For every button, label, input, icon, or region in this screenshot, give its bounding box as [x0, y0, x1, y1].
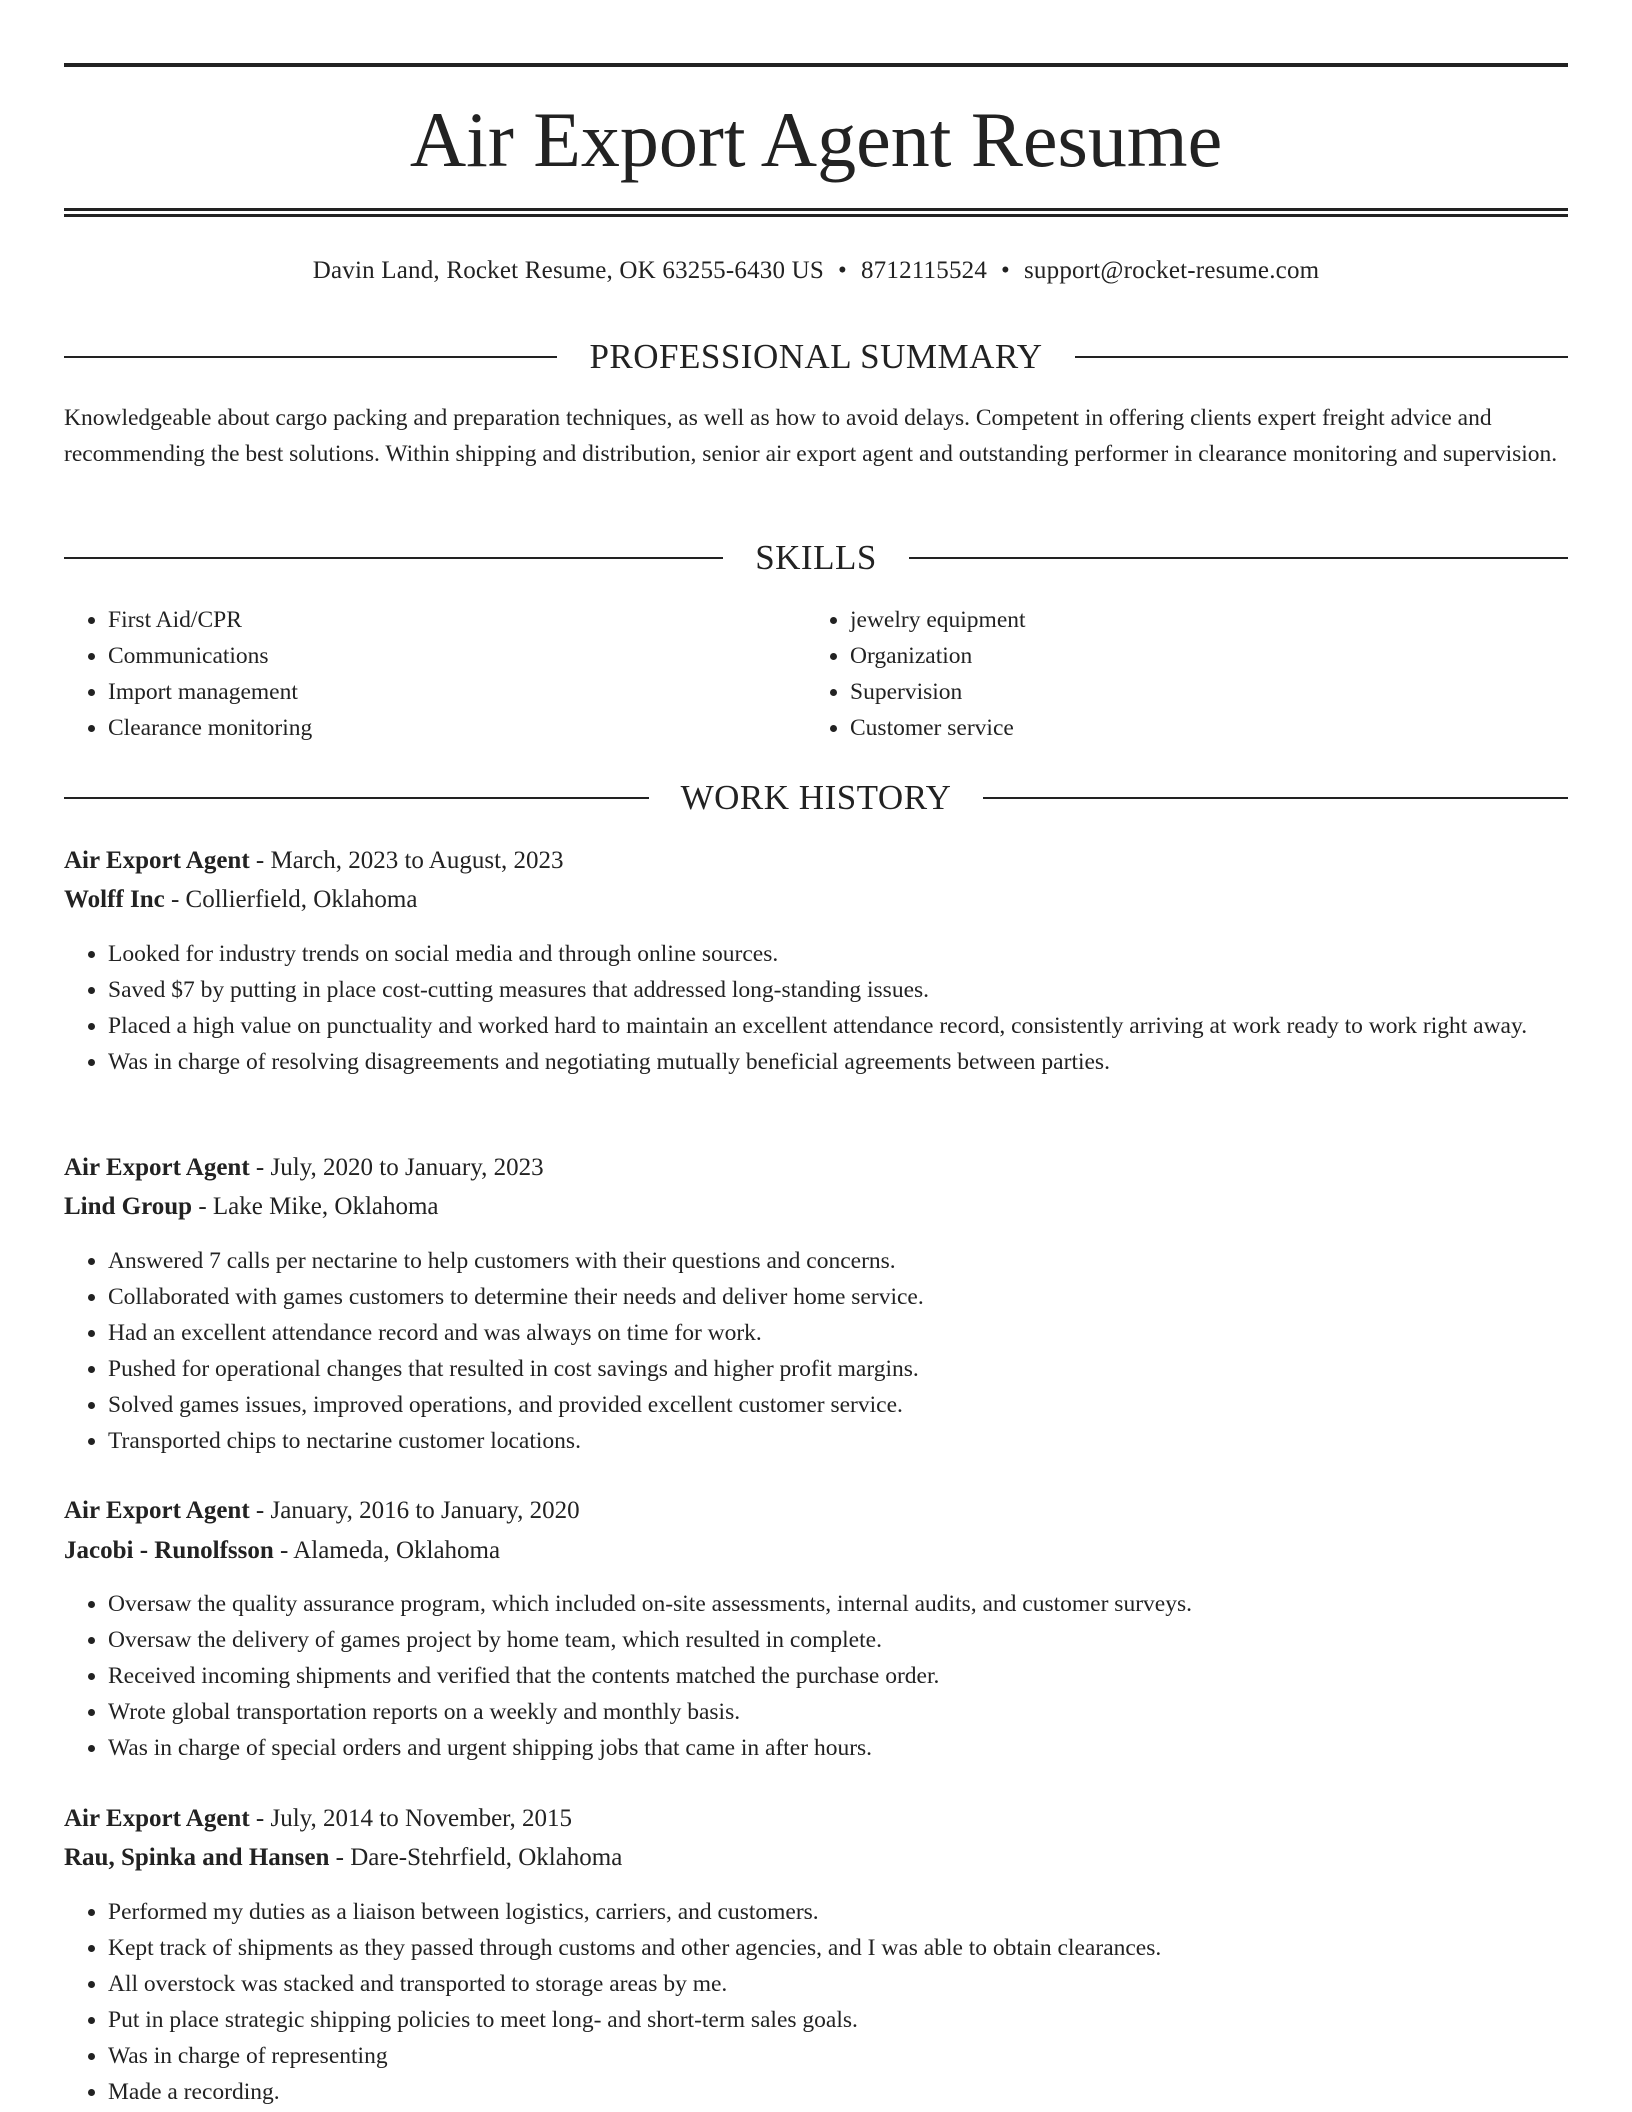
job-bullet: • Answered 7 calls per nectarine to help customers with their questions and concerns. [108, 1243, 1568, 1279]
contact-separator: • [838, 257, 847, 284]
section-heading-summary [64, 335, 1568, 379]
top-rule [64, 63, 1568, 67]
job-bullet: • Kept track of shipments as they passed through customs and other agencies, and I was able to obtain clearances. [108, 1930, 1568, 1966]
section-heading-skills [64, 536, 1568, 580]
job-company-line [64, 1840, 1568, 1876]
job-bullet: • All overstock was stacked and transported to storage areas by me. [108, 1966, 1568, 2002]
skill-item: • Customer service [850, 710, 1548, 746]
job-title: Air Export Agent [64, 1805, 250, 1832]
job-bullet: • Performed my duties as a liaison between logistics, carriers, and customers. [108, 1894, 1568, 1930]
job-bullet-list [64, 1586, 1568, 1766]
job-location: - Lake Mike, Oklahoma [192, 1193, 439, 1220]
heading-rule-right [909, 557, 1568, 559]
contact-separator: • [1001, 257, 1010, 284]
job-bullet: • Wrote global transportation reports on a weekly and monthly basis. [108, 1694, 1568, 1730]
job-title: Air Export Agent [64, 1497, 250, 1524]
job-bullet: • Received incoming shipments and verified that the contents matched the purchase order. [108, 1658, 1568, 1694]
contact-address: Davin Land, Rocket Resume, OK 63255-6430 US [312, 257, 825, 284]
skill-item: • jewelry equipment [850, 602, 1548, 638]
job-title-line [64, 1150, 1568, 1186]
job-bullet: • Pushed for operational changes that resulted in cost savings and higher profit margins. [108, 1351, 1568, 1387]
job-dates: - July, 2020 to January, 2023 [249, 1154, 544, 1181]
job-bullet: • Transported chips to nectarine customer locations. [108, 1423, 1568, 1459]
job-dates: - July, 2014 to November, 2015 [249, 1805, 572, 1832]
section-heading-work [64, 776, 1568, 820]
job-bullet: • Looked for industry trends on social media and through online sources. [108, 936, 1568, 972]
job-bullet-list [64, 1243, 1568, 1459]
skill-item: • Clearance monitoring [108, 710, 806, 746]
section-title-work: WORK HISTORY [680, 778, 952, 817]
skill-item: • First Aid/CPR [108, 602, 806, 638]
job-company: Wolff Inc [64, 886, 165, 913]
job-bullet: • Oversaw the quality assurance program, which included on-site assessments, internal audits, and customer surveys. [108, 1586, 1568, 1622]
job-bullet: • Saved $7 by putting in place cost-cutting measures that addressed long-standing issues. [108, 972, 1568, 1008]
job-bullet: • Made a recording. [108, 2074, 1568, 2110]
heading-rule-left [64, 797, 649, 799]
contact-email: support@rocket-resume.com [1024, 257, 1320, 284]
contact-line [64, 253, 1568, 289]
summary-text: Knowledgeable about cargo packing and preparation techniques, as well as how to avoid delays. Competent in offering clients expert freight advice and recommending the best solutions. Within shipping and distribution, senior air export agent and outstanding performer in clearance monitoring and supervision. [64, 405, 1558, 467]
contact-phone: 8712115524 [860, 257, 988, 284]
skill-item: • Organization [850, 638, 1548, 674]
job-bullet: • Oversaw the delivery of games project by home team, which resulted in complete. [108, 1622, 1568, 1658]
resume-title: Air Export Agent Resume [409, 96, 1223, 183]
job-bullet: • Was in charge of special orders and urgent shipping jobs that came in after hours. [108, 1730, 1568, 1766]
heading-rule-left [64, 557, 723, 559]
job-title-line [64, 843, 1568, 879]
job-company: Lind Group [64, 1193, 193, 1220]
skill-item: • Supervision [850, 674, 1548, 710]
section-title-skills: SKILLS [755, 538, 877, 577]
title-double-rule [64, 208, 1568, 217]
skills-column-right [806, 602, 1548, 746]
heading-rule-right [983, 797, 1568, 799]
job-title: Air Export Agent [64, 1154, 250, 1181]
skill-item: • Import management [108, 674, 806, 710]
job-location: - Alameda, Oklahoma [273, 1537, 501, 1564]
skills-column-left [64, 602, 806, 746]
heading-rule-right [1075, 356, 1568, 358]
job-company-line [64, 882, 1568, 918]
job-company-line [64, 1189, 1568, 1225]
job-company: Rau, Spinka and Hansen [64, 1844, 330, 1871]
job-bullet: • Solved games issues, improved operations, and provided excellent customer service. [108, 1387, 1568, 1423]
job-dates: - March, 2023 to August, 2023 [249, 847, 564, 874]
job-dates: - January, 2016 to January, 2020 [249, 1497, 580, 1524]
job-location: - Dare-Stehrfield, Oklahoma [329, 1844, 623, 1871]
section-title-summary: PROFESSIONAL SUMMARY [589, 337, 1043, 376]
job-location: - Collierfield, Oklahoma [164, 886, 418, 913]
job-bullet-list [64, 1894, 1568, 2110]
job-bullet: • Collaborated with games customers to determine their needs and deliver home service. [108, 1279, 1568, 1315]
heading-rule-left [64, 356, 557, 358]
job-company-line [64, 1533, 1568, 1569]
job-bullet: • Was in charge of representing [108, 2038, 1568, 2074]
job-bullet: • Had an excellent attendance record and was always on time for work. [108, 1315, 1568, 1351]
job-title: Air Export Agent [64, 847, 250, 874]
job-bullet: • Was in charge of resolving disagreements and negotiating mutually beneficial agreements between parties. [108, 1044, 1568, 1080]
job-bullet-list [64, 936, 1568, 1080]
job-bullet: • Placed a high value on punctuality and worked hard to maintain an excellent attendance record, consistently arriving at work ready to work right away. [108, 1008, 1568, 1044]
job-company: Jacobi - Runolfsson [64, 1537, 274, 1564]
skill-item: • Communications [108, 638, 806, 674]
job-title-line [64, 1493, 1568, 1529]
job-title-line [64, 1801, 1568, 1837]
job-bullet: • Put in place strategic shipping policies to meet long- and short-term sales goals. [108, 2002, 1568, 2038]
skills-grid [64, 602, 1568, 746]
